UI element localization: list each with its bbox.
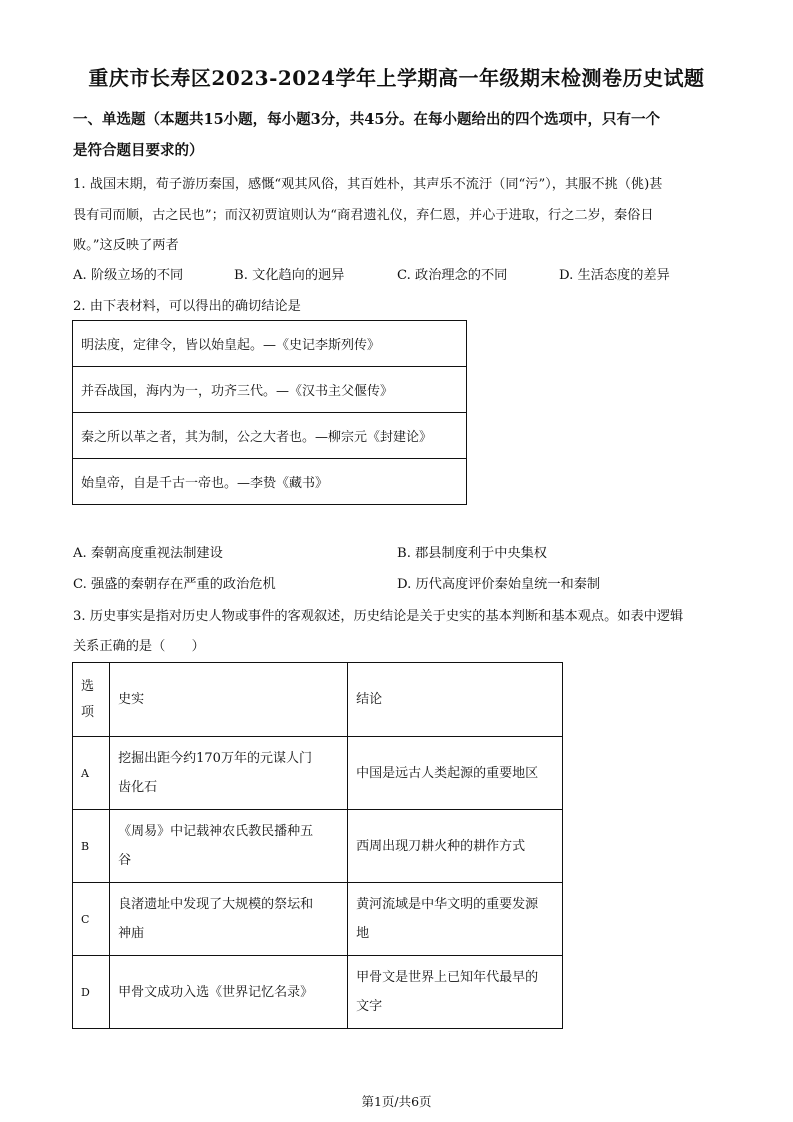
section-heading-line-1: 一、单选题（本题共15小题，每小题3分，共45分。在每小题给出的四个选项中，只有一个: [73, 111, 660, 128]
row-fact: 挖掘出距今约170万年的元谋人门 齿化石: [110, 737, 348, 810]
row-label: B: [73, 810, 110, 883]
q1-option-a: A. 阶级立场的不同: [73, 268, 184, 283]
q3-stem-line-2: 关系正确的是（ ）: [73, 639, 205, 654]
header-option: 选 项: [73, 663, 110, 737]
header-conclusion: 结论: [348, 663, 563, 737]
q1-option-d: D. 生活态度的差异: [559, 268, 670, 283]
q1-option-c: C. 政治理念的不同: [397, 268, 508, 283]
row-label: A: [73, 737, 110, 810]
q2-material-4: 始皇帝，自是千古一帝也。—李贽《藏书》: [73, 459, 467, 505]
q3-stem-line-1: 3. 历史事实是指对历史人物或事件的客观叙述，历史结论是关于史实的基本判断和基本观点。如表中逻辑: [73, 609, 684, 624]
q2-stem: 2. 由下表材料，可以得出的确切结论是: [73, 299, 301, 314]
table-row: [73, 883, 563, 956]
q2-material-1: 明法度，定律令，皆以始皇起。—《史记李斯列传》: [73, 321, 467, 367]
q3-fact-conclusion-table: [72, 662, 563, 1029]
table-row: [73, 956, 563, 1029]
q2-option-a: A. 秦朝高度重视法制建设: [73, 546, 223, 561]
table-row: [73, 810, 563, 883]
row-fact: 良渚遗址中发现了大规模的祭坛和 神庙: [110, 883, 348, 956]
section-heading-line-2: 是符合题目要求的）: [73, 142, 204, 159]
q2-option-d: D. 历代高度评价秦始皇统一和秦制: [397, 577, 601, 592]
q2-option-c: C. 强盛的秦朝存在严重的政治危机: [73, 577, 276, 592]
q1-stem-line-2: 畏有司而顺，古之民也”；而汉初贾谊则认为“商君遗礼仪，弃仁恩，并心于进取，行之二岁，秦俗日: [73, 208, 654, 223]
header-fact: 史实: [110, 663, 348, 737]
q2-material-table: [72, 320, 467, 505]
row-conclusion: 黄河流域是中华文明的重要发源 地: [348, 883, 563, 956]
page-title: 重庆市长寿区2023-2024学年上学期高一年级期末检测卷历史试题: [88, 66, 705, 90]
row-conclusion: 甲骨文是世界上已知年代最早的 文字: [348, 956, 563, 1029]
table-row: [73, 737, 563, 810]
table-header-row: [73, 663, 563, 737]
row-conclusion: 中国是远古人类起源的重要地区: [348, 737, 563, 810]
q1-stem-line-1: 1. 战国末期，荀子游历秦国，感慨“观其风俗，其百姓朴，其声乐不流汙（同“污”），其服不挑（佻)甚: [73, 177, 663, 192]
q1-option-b: B. 文化趋向的迥异: [234, 268, 345, 283]
row-fact: 甲骨文成功入选《世界记忆名录》: [110, 956, 348, 1029]
row-label: D: [73, 956, 110, 1029]
row-fact: 《周易》中记载神农氏教民播种五 谷: [110, 810, 348, 883]
q2-material-2: 并吞战国，海内为一，功齐三代。—《汉书主父偃传》: [73, 367, 467, 413]
q2-material-3: 秦之所以革之者，其为制，公之大者也。—柳宗元《封建论》: [73, 413, 467, 459]
row-label: C: [73, 883, 110, 956]
row-conclusion: 西周出现刀耕火种的耕作方式: [348, 810, 563, 883]
page-number-footer: 第1页/共6页: [361, 1094, 432, 1109]
q1-stem-line-3: 败。”这反映了两者: [73, 238, 179, 253]
q2-option-b: B. 郡县制度利于中央集权: [397, 546, 547, 561]
